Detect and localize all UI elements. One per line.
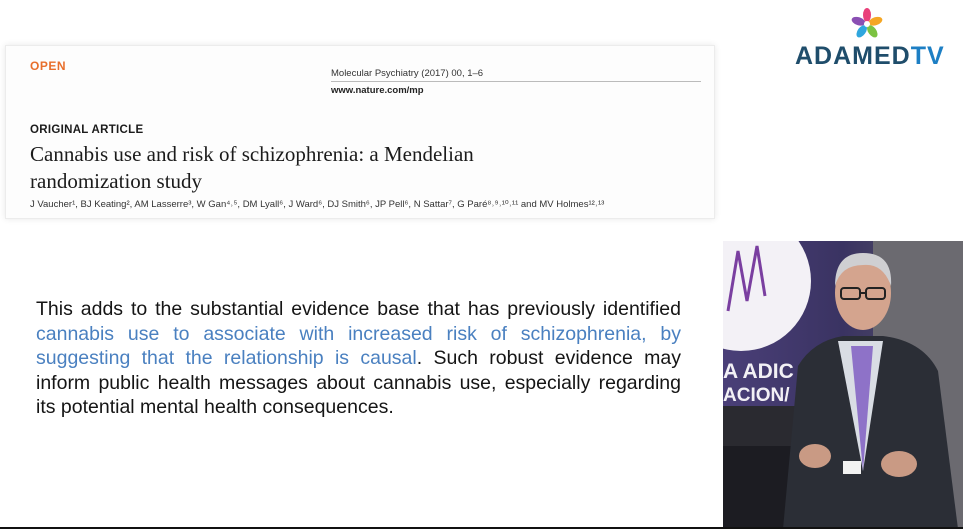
backdrop-text-1: A ADIC bbox=[723, 360, 794, 383]
logo-tv: TV bbox=[910, 42, 945, 70]
open-access-badge: OPEN bbox=[30, 59, 67, 73]
author-list: J Vaucher¹, BJ Keating², AM Lasserre³, W Gan⁴˒⁵, DM Lyall⁶, J Ward⁶, DJ Smith⁶, JP Pell⁶, N Sattar⁷, G Paré⁸˒⁹˒¹⁰˒¹¹ and MV Holmes¹²˒¹³ bbox=[30, 199, 605, 210]
quote-text-part-1: This adds to the substantial evidence base that has previously identified bbox=[36, 298, 681, 320]
quote-text-part-2: . Such robust evidence may inform public health messages about cannabis use, especially regarding its potential mental health consequences. bbox=[36, 347, 681, 418]
badge bbox=[843, 461, 861, 474]
adamed-tv-logo bbox=[795, 8, 945, 73]
speaker-video-frame bbox=[723, 241, 963, 529]
quote-paragraph bbox=[36, 297, 681, 420]
quote-highlight: cannabis use to associate with increased risk of schizophrenia, by suggesting that the relationship is causal bbox=[36, 322, 681, 369]
article-type-label: ORIGINAL ARTICLE bbox=[30, 124, 144, 136]
flower-logo-icon bbox=[851, 8, 883, 40]
journal-citation: Molecular Psychiatry (2017) 00, 1–6 bbox=[331, 68, 484, 79]
article-title-line-2: randomization study bbox=[30, 169, 203, 193]
backdrop-text-2: ACION/ bbox=[723, 385, 790, 406]
logo-brand: ADAMED bbox=[795, 42, 911, 70]
speaker-video-feed bbox=[723, 241, 963, 529]
logo-wordmark bbox=[795, 42, 945, 71]
article-title-line-1: Cannabis use and risk of schizophrenia: a Mendelian bbox=[30, 142, 474, 166]
article-title bbox=[30, 141, 670, 195]
journal-url: www.nature.com/mp bbox=[331, 85, 424, 96]
paper-header-image bbox=[6, 46, 714, 218]
journal-divider bbox=[331, 81, 701, 82]
